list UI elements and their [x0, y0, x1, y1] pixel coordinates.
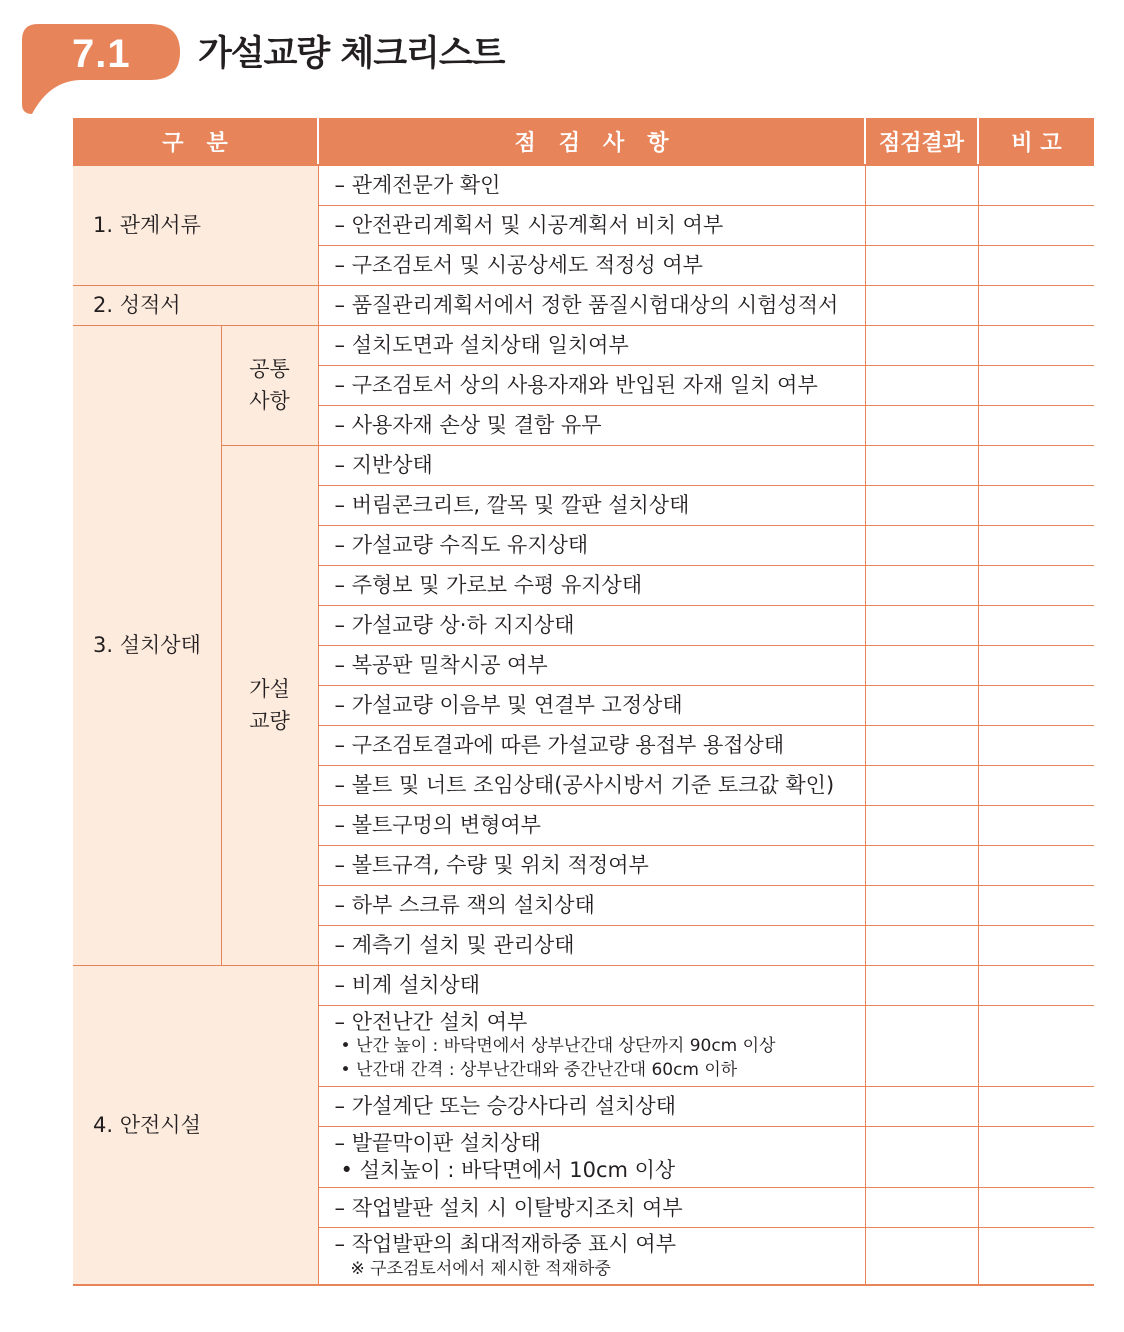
- result-cell[interactable]: [865, 406, 978, 446]
- result-cell[interactable]: [865, 1006, 978, 1087]
- remark-cell[interactable]: [978, 646, 1094, 686]
- check-item-with-notes: [318, 1006, 865, 1087]
- page-title: 가설교량 체크리스트: [198, 34, 505, 74]
- check-item: – 구조검토서 및 시공상세도 적정성 여부: [318, 246, 865, 286]
- section-number: 7.1: [72, 32, 131, 76]
- remark-cell[interactable]: [978, 326, 1094, 366]
- check-item: – 볼트규격, 수량 및 위치 적정여부: [318, 846, 865, 886]
- section-badge: [20, 18, 190, 118]
- result-cell[interactable]: [865, 246, 978, 286]
- check-item: – 안전난간 설치 여부: [334, 1010, 528, 1034]
- result-cell[interactable]: [865, 806, 978, 846]
- check-item: – 안전관리계획서 및 시공계획서 비치 여부: [318, 206, 865, 246]
- remark-cell[interactable]: [978, 566, 1094, 606]
- result-cell[interactable]: [865, 1086, 978, 1126]
- check-item: – 관계전문가 확인: [318, 165, 865, 206]
- result-cell[interactable]: [865, 566, 978, 606]
- result-cell[interactable]: [865, 646, 978, 686]
- check-item: – 지반상태: [318, 446, 865, 486]
- checklist-table: [73, 118, 1094, 1286]
- check-item: – 가설교량 수직도 유지상태: [318, 526, 865, 566]
- check-item: – 발끝막이판 설치상태: [334, 1130, 541, 1155]
- check-item: – 주형보 및 가로보 수평 유지상태: [318, 566, 865, 606]
- category-certificates: 2. 성적서: [73, 286, 318, 326]
- remark-cell[interactable]: [978, 1228, 1094, 1286]
- check-item-note: • 난간 높이 : 바닥면에서 상부난간대 상단까지 90cm 이상: [340, 1036, 776, 1057]
- result-cell[interactable]: [865, 165, 978, 206]
- header-category: 구 분: [73, 118, 318, 165]
- remark-cell[interactable]: [978, 766, 1094, 806]
- check-item: – 버림콘크리트, 깔목 및 깔판 설치상태: [318, 486, 865, 526]
- result-cell[interactable]: [865, 326, 978, 366]
- check-item: – 사용자재 손상 및 결함 유무: [318, 406, 865, 446]
- check-item: – 계측기 설치 및 관리상태: [318, 926, 865, 966]
- category-installation: 3. 설치상태: [73, 326, 221, 966]
- result-cell[interactable]: [865, 966, 978, 1006]
- subcategory-common: 공통 사항: [221, 326, 318, 446]
- check-item: – 볼트 및 너트 조임상태(공사시방서 기준 토크값 확인): [318, 766, 865, 806]
- check-item: – 구조검토결과에 따른 가설교량 용접부 용접상태: [318, 726, 865, 766]
- remark-cell[interactable]: [978, 1006, 1094, 1087]
- remark-cell[interactable]: [978, 886, 1094, 926]
- result-cell[interactable]: [865, 1126, 978, 1188]
- remark-cell[interactable]: [978, 366, 1094, 406]
- remark-cell[interactable]: [978, 966, 1094, 1006]
- check-item-note: • 설치높이 : 바닥면에서 10cm 이상: [340, 1158, 676, 1183]
- check-item: – 비계 설치상태: [318, 966, 865, 1006]
- check-item: – 설치도면과 설치상태 일치여부: [318, 326, 865, 366]
- result-cell[interactable]: [865, 846, 978, 886]
- remark-cell[interactable]: [978, 286, 1094, 326]
- remark-cell[interactable]: [978, 1126, 1094, 1188]
- check-item-with-notes: [318, 1228, 865, 1286]
- table-row: [73, 446, 1094, 486]
- result-cell[interactable]: [865, 366, 978, 406]
- header-items: 점 검 사 항: [318, 118, 865, 165]
- table-row: [73, 165, 1094, 206]
- table-row: [73, 966, 1094, 1006]
- category-safety: 4. 안전시설: [73, 966, 318, 1286]
- remark-cell[interactable]: [978, 1188, 1094, 1228]
- check-item-note: ※ 구조검토서에서 제시한 적재하중: [350, 1258, 611, 1279]
- remark-cell[interactable]: [978, 926, 1094, 966]
- check-item: – 구조검토서 상의 사용자재와 반입된 자재 일치 여부: [318, 366, 865, 406]
- result-cell[interactable]: [865, 1228, 978, 1286]
- result-cell[interactable]: [865, 686, 978, 726]
- remark-cell[interactable]: [978, 726, 1094, 766]
- table-row: [73, 286, 1094, 326]
- check-item: – 가설교량 상·하 지지상태: [318, 606, 865, 646]
- result-cell[interactable]: [865, 286, 978, 326]
- remark-cell[interactable]: [978, 446, 1094, 486]
- subcategory-temporary-bridge: 가설 교량: [221, 446, 318, 966]
- check-item: – 작업발판 설치 시 이탈방지조치 여부: [318, 1188, 865, 1228]
- result-cell[interactable]: [865, 886, 978, 926]
- result-cell[interactable]: [865, 206, 978, 246]
- remark-cell[interactable]: [978, 1086, 1094, 1126]
- table-row: [73, 326, 1094, 366]
- check-item: – 볼트구멍의 변형여부: [318, 806, 865, 846]
- check-item-with-notes: [318, 1126, 865, 1188]
- remark-cell[interactable]: [978, 206, 1094, 246]
- result-cell[interactable]: [865, 526, 978, 566]
- remark-cell[interactable]: [978, 165, 1094, 206]
- check-item: – 작업발판의 최대적재하중 표시 여부: [334, 1232, 677, 1257]
- remark-cell[interactable]: [978, 246, 1094, 286]
- table-header-row: [73, 118, 1094, 165]
- remark-cell[interactable]: [978, 686, 1094, 726]
- header-result: 점검결과: [865, 118, 978, 165]
- category-documents: 1. 관계서류: [73, 165, 318, 286]
- result-cell[interactable]: [865, 766, 978, 806]
- remark-cell[interactable]: [978, 486, 1094, 526]
- result-cell[interactable]: [865, 926, 978, 966]
- header-remark: 비 고: [978, 118, 1094, 165]
- check-item: – 가설계단 또는 승강사다리 설치상태: [318, 1086, 865, 1126]
- result-cell[interactable]: [865, 1188, 978, 1228]
- check-item: – 가설교량 이음부 및 연결부 고정상태: [318, 686, 865, 726]
- remark-cell[interactable]: [978, 526, 1094, 566]
- check-item: – 하부 스크류 잭의 설치상태: [318, 886, 865, 926]
- remark-cell[interactable]: [978, 806, 1094, 846]
- remark-cell[interactable]: [978, 606, 1094, 646]
- remark-cell[interactable]: [978, 846, 1094, 886]
- check-item: – 품질관리계획서에서 정한 품질시험대상의 시험성적서: [318, 286, 865, 326]
- check-item: – 복공판 밀착시공 여부: [318, 646, 865, 686]
- remark-cell[interactable]: [978, 406, 1094, 446]
- result-cell[interactable]: [865, 446, 978, 486]
- check-item-note: • 난간대 간격 : 상부난간대와 중간난간대 60cm 이하: [340, 1060, 738, 1081]
- result-cell[interactable]: [865, 726, 978, 766]
- result-cell[interactable]: [865, 486, 978, 526]
- result-cell[interactable]: [865, 606, 978, 646]
